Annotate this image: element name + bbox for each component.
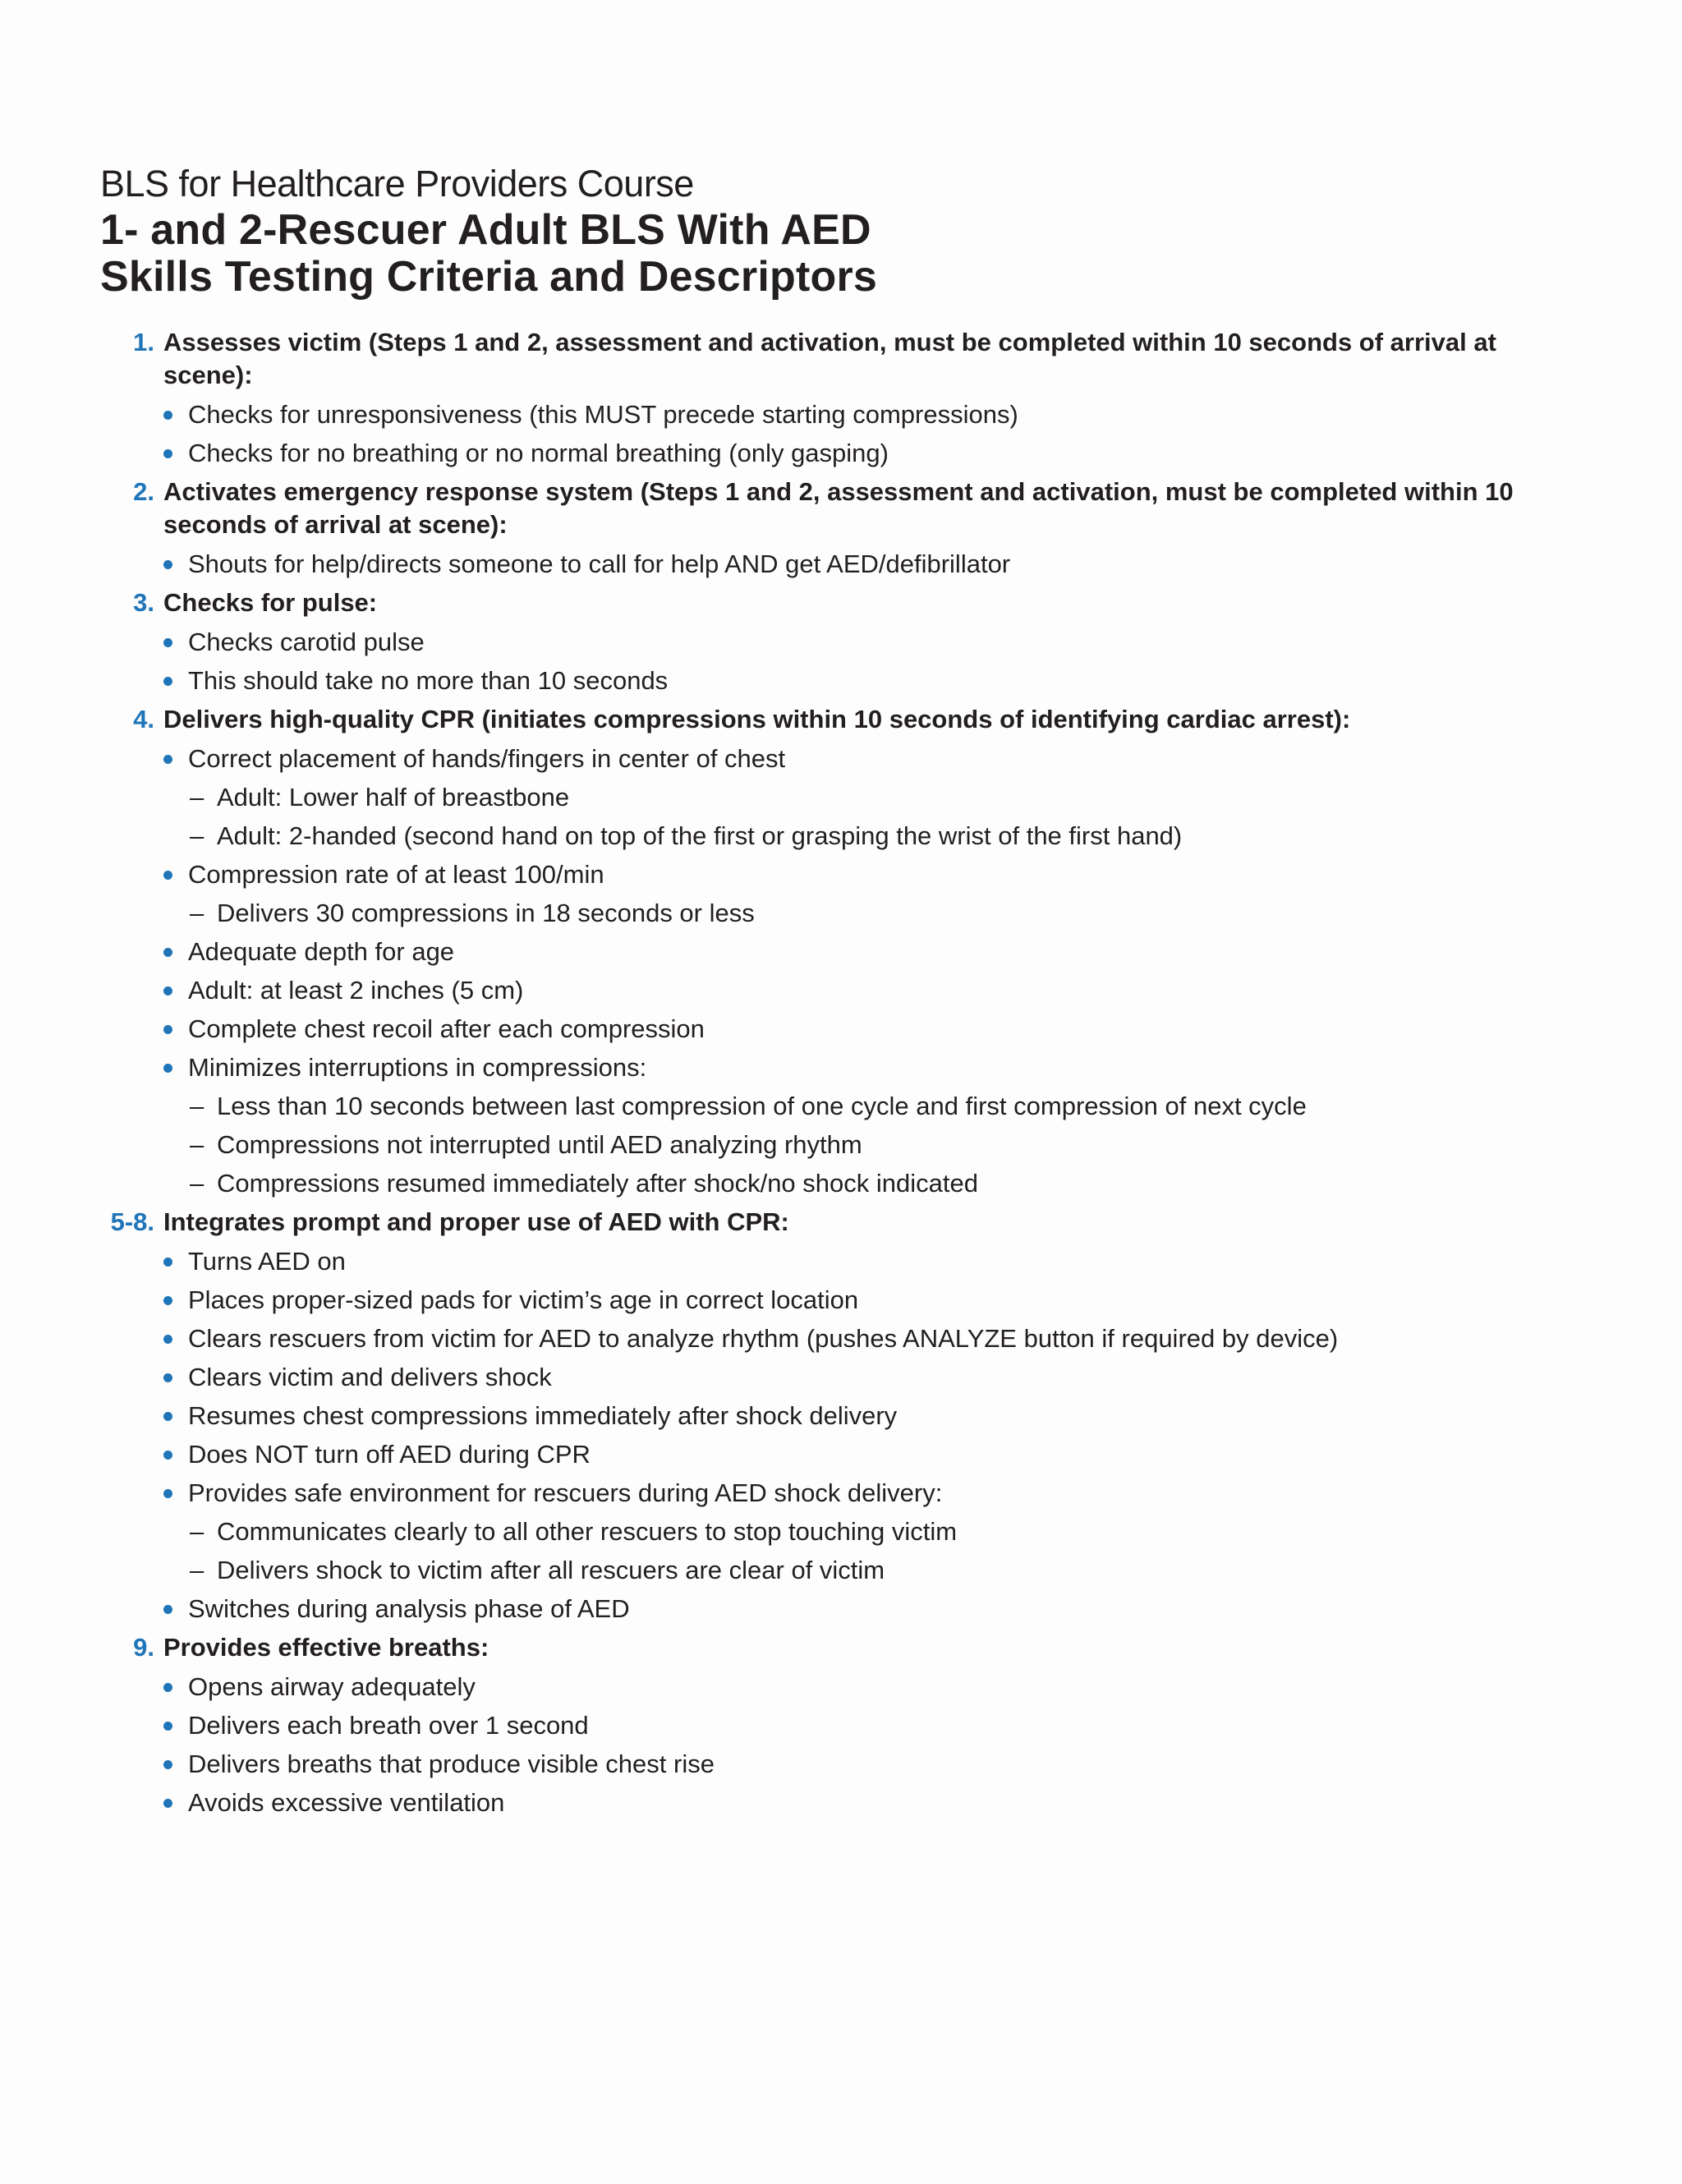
bullet-item: [163, 1435, 1562, 1474]
criteria-list: [100, 323, 1562, 1822]
bullet-text: Turns AED on: [188, 1246, 346, 1276]
bullet-item: [163, 1048, 1562, 1202]
bullet-text: Clears victim and delivers shock: [188, 1362, 552, 1391]
bullet-dot-icon: [163, 1489, 172, 1498]
bullet-item: [163, 1474, 1562, 1589]
criterion-number: 4.: [133, 704, 154, 733]
criterion-heading: Integrates prompt and proper use of AED with CPR:: [163, 1207, 789, 1236]
dash-icon: –: [190, 1555, 205, 1584]
bullet-dot-icon: [163, 1605, 172, 1614]
criterion-item: [100, 472, 1562, 583]
bullet-dot-icon: [163, 1064, 172, 1073]
bullet-item: [163, 971, 1562, 1009]
sub-bullet-list: [188, 894, 1562, 932]
bullet-item: [163, 1667, 1562, 1706]
dash-icon: –: [190, 782, 205, 812]
criterion-item: [100, 1202, 1562, 1628]
criterion-number: 9.: [133, 1632, 154, 1662]
bullet-list: [163, 739, 1562, 1202]
bullet-dot-icon: [163, 1760, 172, 1769]
criterion-number: 1.: [133, 327, 154, 356]
page-title-line-2: Skills Testing Criteria and Descriptors: [100, 253, 878, 301]
bullet-text: Checks for unresponsiveness (this MUST precede starting compressions): [188, 399, 1018, 429]
bullet-text: Provides safe environment for rescuers during AED shock delivery:: [188, 1478, 943, 1507]
sub-bullet-text: Delivers 30 compressions in 18 seconds or less: [217, 898, 755, 927]
bullet-text: This should take no more than 10 seconds: [188, 665, 669, 695]
criterion-heading: Assesses victim (Steps 1 and 2, assessment and activation, must be completed within 10 seconds of arrival at scene):: [163, 327, 1496, 389]
bullet-dot-icon: [163, 1296, 172, 1305]
bullet-text: Delivers breaths that produce visible chest rise: [188, 1749, 715, 1778]
sub-bullet-text: Compressions resumed immediately after shock/no shock indicated: [217, 1168, 978, 1198]
bullet-list: [163, 545, 1562, 583]
bullet-item: [163, 739, 1562, 855]
sub-bullet-text: Adult: Lower half of breastbone: [217, 782, 570, 812]
bullet-text: Resumes chest compressions immediately after shock delivery: [188, 1400, 898, 1430]
bullet-text: Adequate depth for age: [188, 936, 455, 966]
bullet-dot-icon: [163, 1258, 172, 1267]
criterion-number: 3.: [133, 587, 154, 617]
dash-icon: –: [190, 821, 205, 850]
bullet-dot-icon: [163, 986, 172, 995]
bullet-dot-icon: [163, 1722, 172, 1731]
bullet-list: [163, 1667, 1562, 1822]
bullet-dot-icon: [163, 948, 172, 957]
dash-icon: –: [190, 1129, 205, 1159]
bullet-item: [163, 395, 1562, 434]
bullet-item: [163, 623, 1562, 661]
sub-bullet-item: [188, 1125, 1562, 1164]
criterion-heading: Delivers high-quality CPR (initiates compressions within 10 seconds of identifying cardiac arrest):: [163, 704, 1351, 733]
bullet-list: [163, 1242, 1562, 1628]
sub-bullet-item: [188, 894, 1562, 932]
bullet-text: Switches during analysis phase of AED: [188, 1593, 630, 1623]
bullet-dot-icon: [163, 755, 172, 764]
bullet-item: [163, 1358, 1562, 1396]
sub-bullet-item: [188, 1087, 1562, 1125]
bullet-dot-icon: [163, 449, 172, 458]
bullet-item: [163, 855, 1562, 932]
criterion-heading: Activates emergency response system (Steps 1 and 2, assessment and activation, must be completed within 10 seconds of arrival at scene):: [163, 476, 1514, 539]
sub-bullet-item: [188, 778, 1562, 816]
bullet-dot-icon: [163, 1412, 172, 1421]
criterion-item: [100, 700, 1562, 1202]
bullet-text: Clears rescuers from victim for AED to analyze rhythm (pushes ANALYZE button if required by device): [188, 1323, 1339, 1353]
sub-bullet-item: [188, 1512, 1562, 1551]
bullet-item: [163, 661, 1562, 700]
bullet-text: Checks carotid pulse: [188, 627, 425, 656]
bullet-dot-icon: [163, 871, 172, 880]
bullet-dot-icon: [163, 1335, 172, 1344]
bullet-text: Shouts for help/directs someone to call for help AND get AED/defibrillator: [188, 549, 1011, 578]
criterion-heading: Provides effective breaths:: [163, 1632, 489, 1662]
sub-bullet-item: [188, 816, 1562, 855]
bullet-item: [163, 1589, 1562, 1628]
sub-bullet-text: Delivers shock to victim after all rescuers are clear of victim: [217, 1555, 885, 1584]
bullet-item: [163, 932, 1562, 971]
bullet-list: [163, 623, 1562, 700]
bullet-dot-icon: [163, 560, 172, 569]
bullet-text: Compression rate of at least 100/min: [188, 859, 604, 889]
bullet-item: [163, 1281, 1562, 1319]
dash-icon: –: [190, 1168, 205, 1198]
bullet-item: [163, 1009, 1562, 1048]
sub-bullet-text: Communicates clearly to all other rescuers to stop touching victim: [217, 1516, 958, 1546]
bullet-text: Delivers each breath over 1 second: [188, 1710, 589, 1740]
dash-icon: –: [190, 1516, 205, 1546]
bullet-item: [163, 1396, 1562, 1435]
sub-bullet-text: Compressions not interrupted until AED analyzing rhythm: [217, 1129, 862, 1159]
criterion-number: 2.: [133, 476, 154, 506]
document-page: [100, 161, 1562, 1822]
bullet-item: [163, 434, 1562, 472]
bullet-dot-icon: [163, 1373, 172, 1382]
criterion-heading: Checks for pulse:: [163, 587, 378, 617]
bullet-text: Does NOT turn off AED during CPR: [188, 1439, 591, 1469]
criterion-item: [100, 1628, 1562, 1822]
bullet-dot-icon: [163, 411, 172, 420]
bullet-item: [163, 1783, 1562, 1822]
bullet-text: Minimizes interruptions in compressions:: [188, 1052, 647, 1082]
sub-bullet-item: [188, 1164, 1562, 1202]
bullet-text: Adult: at least 2 inches (5 cm): [188, 975, 524, 1005]
bullet-item: [163, 545, 1562, 583]
bullet-dot-icon: [163, 677, 172, 686]
criterion-item: [100, 583, 1562, 700]
bullet-dot-icon: [163, 638, 172, 647]
bullet-item: [163, 1706, 1562, 1745]
criterion-item: [100, 323, 1562, 472]
bullet-dot-icon: [163, 1451, 172, 1460]
sub-bullet-list: [188, 1087, 1562, 1202]
sub-bullet-text: Less than 10 seconds between last compression of one cycle and first compression of next cycle: [217, 1091, 1307, 1120]
course-title: BLS for Healthcare Providers Course: [100, 163, 694, 205]
bullet-dot-icon: [163, 1683, 172, 1692]
bullet-text: Checks for no breathing or no normal breathing (only gasping): [188, 438, 889, 467]
criterion-number: 5-8.: [110, 1207, 154, 1236]
bullet-text: Correct placement of hands/fingers in center of chest: [188, 743, 786, 773]
dash-icon: –: [190, 898, 205, 927]
bullet-text: Opens airway adequately: [188, 1671, 476, 1701]
sub-bullet-list: [188, 1512, 1562, 1589]
page-title: [100, 207, 1562, 301]
bullet-text: Complete chest recoil after each compression: [188, 1014, 705, 1043]
bullet-list: [163, 395, 1562, 472]
sub-bullet-text: Adult: 2-handed (second hand on top of the first or grasping the wrist of the first hand): [217, 821, 1183, 850]
bullet-item: [163, 1745, 1562, 1783]
page-title-line-1: 1- and 2-Rescuer Adult BLS With AED: [100, 206, 871, 255]
bullet-item: [163, 1319, 1562, 1358]
bullet-text: Avoids excessive ventilation: [188, 1787, 505, 1817]
bullet-text: Places proper-sized pads for victim’s age in correct location: [188, 1285, 859, 1314]
sub-bullet-item: [188, 1551, 1562, 1589]
bullet-dot-icon: [163, 1799, 172, 1808]
bullet-dot-icon: [163, 1025, 172, 1034]
sub-bullet-list: [188, 778, 1562, 855]
dash-icon: –: [190, 1091, 205, 1120]
bullet-item: [163, 1242, 1562, 1281]
